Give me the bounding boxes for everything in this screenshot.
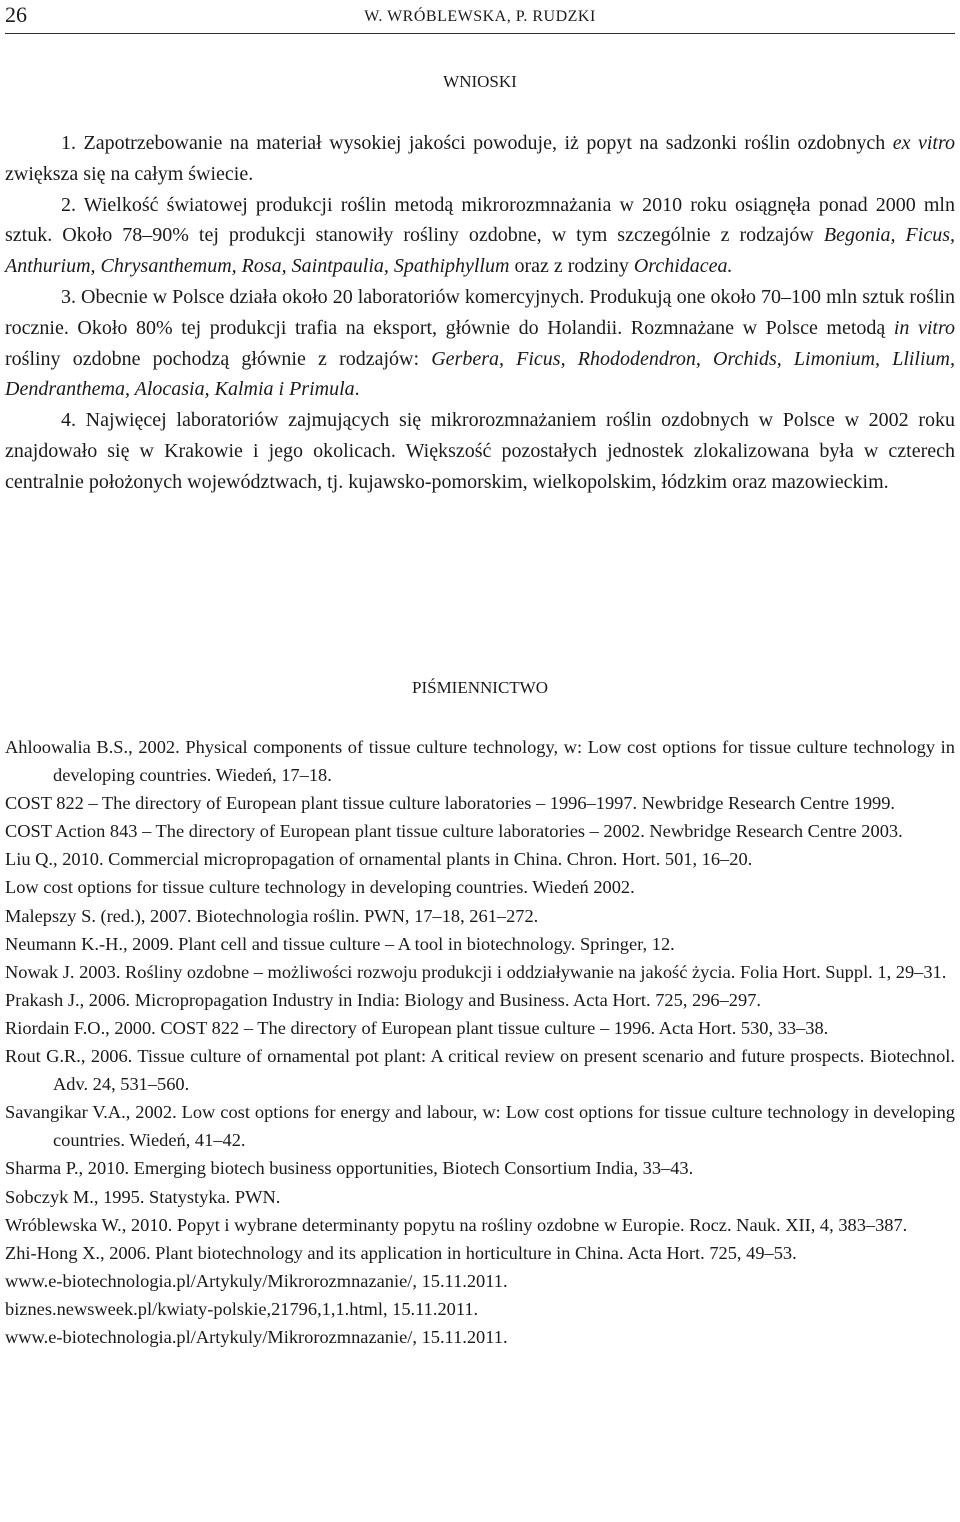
reference-item: Prakash J., 2006. Micropropagation Industry in India: Biology and Business. Acta Hort. 725, 296–297. [5,989,761,1010]
reference-item: Low cost options for tissue culture technology in developing countries. Wiedeń 2002. [5,877,635,898]
reference-item: COST Action 843 – The directory of European plant tissue culture laboratories – 2002. Newbridge Research Centre 2003. [5,821,903,842]
reference-item: Riordain F.O., 2000. COST 822 – The directory of European plant tissue culture – 1996. Acta Hort. 530, 33–38. [5,1017,829,1038]
reference-item: www.e-biotechnologia.pl/Artykuly/Mikrorozmnazanie/, 15.11.2011. [5,1326,508,1347]
reference-item: Sharma P., 2010. Emerging biotech business opportunities, Biotech Consortium India, 33–43. [5,1158,694,1179]
references-list [5,733,955,1351]
references-heading: PIŚMIENNICTWO [412,678,548,697]
page-number: 26 [5,2,27,27]
page-header [5,2,955,32]
reference-item: biznes.newsweek.pl/kwiaty-polskie,21796,1,1.html, 15.11.2011. [5,1298,479,1319]
conclusion-2: 2. Wielkość światowej produkcji roślin metodą mikrorozmnażania w 2010 roku osiągnęła ponad 2000 mln sztuk. Około 78–90% tej produkcji stanowiły rośliny ozdobne, w tym szczególnie z rodzajów Begonia, Ficus, Anthurium, Chrysanthemum, Rosa, Saintpaulia, Spathiphyllum oraz z rodziny Orchidacea. [5,193,955,278]
conclusion-4: 4. Najwięcej laboratoriów zajmujących się mikrorozmnażaniem roślin ozdobnych w Polsce w 2002 roku znajdowało się w Krakowie i jego okolicach. Większość pozostałych jednostek zlokalizowana była w czterech centralnie położonych województwach, tj. kujawsko-pomorskim, wielkopolskim, łódzkim oraz mazowieckim. [5,409,955,493]
conclusions-section [5,128,955,498]
reference-item: Rout G.R., 2006. Tissue culture of ornamental pot plant: A critical review on present scenario and future prospects. Biotechnol. Adv. 24, 531–560. [5,1046,955,1095]
reference-item: COST 822 – The directory of European plant tissue culture laboratories – 1996–1997. Newbridge Research Centre 1999. [5,793,896,814]
reference-item: Sobczyk M., 1995. Statystyka. PWN. [5,1186,281,1207]
conclusions-heading: WNIOSKI [443,72,517,91]
running-title: W. WRÓBLEWSKA, P. RUDZKI [364,8,596,25]
reference-item: Ahloowalia B.S., 2002. Physical components of tissue culture technology, w: Low cost options for tissue culture technology in developing countries. Wiedeń, 17–18. [5,737,955,786]
reference-item: Savangikar V.A., 2002. Low cost options for energy and labour, w: Low cost options for tissue culture technology in developing countries. Wiedeń, 41–42. [5,1102,955,1151]
reference-item: Nowak J. 2003. Rośliny ozdobne – możliwości rozwoju produkcji i oddziaływanie na jakość życia. Folia Hort. Suppl. 1, 29–31. [5,961,947,982]
reference-item: Wróblewska W., 2010. Popyt i wybrane determinanty popytu na rośliny ozdobne w Europie. Rocz. Nauk. XII, 4, 383–387. [5,1214,908,1235]
reference-item: www.e-biotechnologia.pl/Artykuly/Mikrorozmnazanie/, 15.11.2011. [5,1270,508,1291]
conclusion-1: 1. Zapotrzebowanie na materiał wysokiej jakości powoduje, iż popyt na sadzonki roślin ozdobnych ex vitro zwiększa się na całym świecie. [5,132,955,185]
reference-item: Neumann K.-H., 2009. Plant cell and tissue culture – A tool in biotechnology. Springer, 12. [5,933,675,954]
header-rule [5,33,955,34]
reference-item: Liu Q., 2010. Commercial micropropagation of ornamental plants in China. Chron. Hort. 501, 16–20. [5,849,753,870]
conclusion-3: 3. Obecnie w Polsce działa około 20 laboratoriów komercyjnych. Produkują one około 70–100 mln sztuk roślin rocznie. Około 80% tej produkcji trafia na eksport, głównie do Holandii. Rozmnażane w Polsce metodą in vitro rośliny ozdobne pochodzą głównie z rodzajów: Gerbera, Ficus, Rhododendron, Orchids, Limonium, Llilium, Dendranthema, Alocasia, Kalmia i Primula. [5,285,955,401]
reference-item: Malepszy S. (red.), 2007. Biotechnologia roślin. PWN, 17–18, 261–272. [5,905,539,926]
reference-item: Zhi-Hong X., 2006. Plant biotechnology and its application in horticulture in China. Acta Hort. 725, 49–53. [5,1242,797,1263]
